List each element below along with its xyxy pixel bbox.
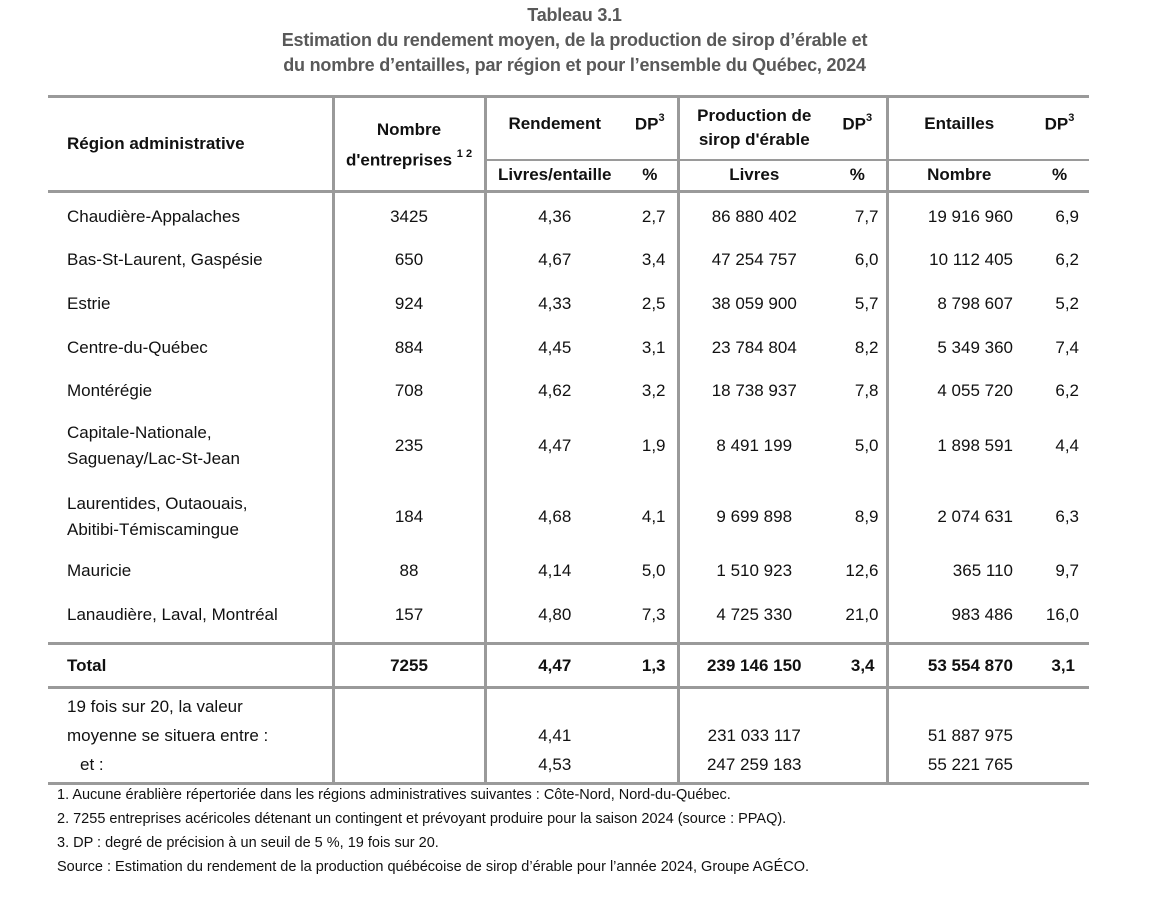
interval-label [48,688,333,784]
cell-dp-production: 21,0 [845,604,879,624]
table-row [48,282,1089,326]
region-name-line: Capitale-Nationale, [67,422,212,442]
interval-production-low: 231 033 117 [707,726,801,745]
cell-dp-production: 8,9 [854,506,879,526]
unit-dp-production: % [829,160,887,192]
region-name-line: Mauricie [67,560,132,580]
data-table [48,95,1089,785]
cell-dp-entailles: 6,2 [1055,249,1079,269]
cell-rendement: 4,45 [485,326,623,370]
cell-production: 38 059 900 [678,282,829,326]
region-name-line: Saguenay/Lac-St-Jean [67,448,240,468]
region-name [48,282,333,326]
interval-label-line-1: 19 fois sur 20, la valeur [67,697,243,716]
cell-production: 86 880 402 [678,192,829,238]
total-dp-production: 3,4 [829,644,887,688]
cell-production: 4 725 330 [678,588,829,644]
region-name-line: Estrie [67,293,111,313]
header-dp-text: DP [634,114,659,134]
cell-rendement: 4,67 [485,238,623,282]
unit-dp-entailles: % [1030,160,1089,192]
unit-rendement: Livres/entaille [485,160,623,192]
header-production [678,97,829,160]
footnotes [57,783,809,879]
cell-dp-entailles: 4,4 [1055,435,1079,455]
header-row-1 [48,97,1089,160]
header-dp-production [829,97,887,160]
cell-entailles: 5 349 360 [887,326,1030,370]
cell-entreprises: 924 [333,282,485,326]
region-name-line: Montérégie [67,380,153,400]
cell-dp-production: 12,6 [845,560,879,580]
cell-dp-rendement: 3,4 [641,249,666,269]
cell-entreprises: 235 [333,412,485,480]
interval-label-line-3: et : [80,755,104,774]
region-name-line: Laurentides, Outaouais, [67,493,248,513]
header-entreprises [333,97,485,192]
cell-rendement: 4,47 [485,412,623,480]
table-row [48,588,1089,644]
interval-rendement-low: 4,41 [538,726,572,745]
region-name-line: Chaudière-Appalaches [67,207,240,227]
interval-production-high: 247 259 183 [706,755,802,774]
cell-dp-rendement: 7,3 [641,604,666,624]
table-number: Tableau 3.1 [527,5,622,25]
cell-production: 47 254 757 [678,238,829,282]
interval-entailles [887,688,1030,784]
cell-entreprises: 884 [333,326,485,370]
cell-entailles: 8 798 607 [887,282,1030,326]
cell-dp-entailles: 6,2 [1055,380,1079,400]
header-dp-rendement [623,97,678,160]
region-name [48,480,333,554]
cell-entreprises: 157 [333,588,485,644]
cell-entreprises: 184 [333,480,485,554]
header-dp-text: DP [842,114,866,134]
source-note: Source : Estimation du rendement de la production québécoise de sirop d’érable pour l’année 2024, Groupe AGÉCO. [57,859,810,875]
footnote-ref-3: 3 [1068,111,1075,124]
table-row [48,326,1089,370]
header-rendement: Rendement [485,97,623,160]
cell-dp-rendement: 4,1 [641,506,666,526]
table-row [48,480,1089,554]
cell-dp-rendement: 2,7 [641,207,666,227]
cell-dp-entailles: 5,2 [1055,293,1079,313]
region-name-line: Abitibi-Témiscamingue [67,519,239,539]
cell-dp-rendement: 1,9 [641,435,666,455]
cell-dp-production: 7,8 [854,380,879,400]
footnote-1: 1. Aucune érablière répertoriée dans les régions administratives suivantes : Côte-Nord, Nord-du-Québec. [57,787,731,803]
cell-entailles: 2 074 631 [887,480,1030,554]
header-entreprises-text: d'entreprises [345,150,453,170]
interval-production [678,688,829,784]
region-name [48,412,333,480]
cell-dp-entailles: 7,4 [1055,337,1079,357]
table-row [48,554,1089,588]
footnote-ref-1-2: 1 2 [456,147,473,160]
cell-rendement: 4,80 [485,588,623,644]
interval-rendement [485,688,623,784]
total-dp-entailles: 3,1 [1030,644,1089,688]
cell-entailles: 365 110 [887,554,1030,588]
cell-rendement: 4,33 [485,282,623,326]
cell-entailles: 1 898 591 [887,412,1030,480]
header-production-line-2: sirop d'érable [698,130,810,150]
table-row [48,238,1089,282]
region-name-line: Bas-St-Laurent, Gaspésie [67,249,263,269]
cell-production: 9 699 898 [678,480,829,554]
region-name-line: Lanaudière, Laval, Montréal [67,604,278,624]
total-rendement: 4,47 [485,644,623,688]
region-name [48,554,333,588]
header-entreprises-line-2 [335,143,484,174]
cell-production: 23 784 804 [678,326,829,370]
cell-rendement: 4,62 [485,370,623,412]
header-production-line-1: Production de [697,106,812,126]
cell-entailles: 19 916 960 [887,192,1030,238]
cell-entailles: 983 486 [887,588,1030,644]
interval-dp-empty [1030,688,1089,784]
cell-rendement: 4,36 [485,192,623,238]
cell-entreprises: 88 [333,554,485,588]
table-caption-line-1: Estimation du rendement moyen, de la production de sirop d’érable et [281,30,868,50]
region-name [48,326,333,370]
table-row [48,370,1089,412]
interval-label-line-2: moyenne se situera entre : [67,726,269,745]
cell-entreprises: 3425 [333,192,485,238]
footnote-ref-3: 3 [658,111,665,124]
cell-production: 8 491 199 [678,412,829,480]
interval-rendement-high: 4,53 [538,755,572,774]
cell-dp-production: 6,0 [854,249,879,269]
cell-entailles: 10 112 405 [887,238,1030,282]
cell-dp-entailles: 16,0 [1045,604,1079,624]
total-production: 239 146 150 [678,644,829,688]
cell-rendement: 4,14 [485,554,623,588]
cell-dp-rendement: 2,5 [641,293,666,313]
region-name [48,192,333,238]
interval-entailles-low: 51 887 975 [927,726,1013,745]
unit-entailles: Nombre [887,160,1030,192]
cell-dp-production: 5,7 [854,293,879,313]
interval-entailles-high: 55 221 765 [927,755,1013,774]
unit-production: Livres [678,160,829,192]
cell-rendement: 4,68 [485,480,623,554]
interval-dp-empty [829,688,887,784]
cell-dp-production: 7,7 [854,207,879,227]
footnote-ref-3: 3 [866,111,873,124]
header-dp-entailles [1030,97,1089,160]
region-name-line: Centre-du-Québec [67,337,208,357]
unit-dp-rendement: % [623,160,678,192]
cell-dp-entailles: 6,9 [1055,207,1079,227]
region-name [48,238,333,282]
footnote-2: 2. 7255 entreprises acéricoles détenant un contingent et prévoyant produire pour la saison 2024 (source : PPAQ). [57,811,787,827]
cell-entailles: 4 055 720 [887,370,1030,412]
cell-entreprises: 650 [333,238,485,282]
table-title [0,2,1149,78]
cell-dp-rendement: 5,0 [641,560,666,580]
interval-entreprises-empty [333,688,485,784]
total-label: Total [48,644,333,688]
footnote-3: 3. DP : degré de précision à un seuil de 5 %, 19 fois sur 20. [57,835,439,851]
total-entailles: 53 554 870 [887,644,1030,688]
interval-row [48,688,1089,784]
interval-dp-empty [623,688,678,784]
total-dp-rendement: 1,3 [623,644,678,688]
total-entreprises: 7255 [333,644,485,688]
cell-dp-rendement: 3,1 [641,337,666,357]
cell-dp-production: 5,0 [854,435,879,455]
cell-dp-entailles: 6,3 [1055,506,1079,526]
table-caption-line-2: du nombre d’entailles, par région et pour l’ensemble du Québec, 2024 [283,55,866,75]
table-row [48,412,1089,480]
header-entreprises-line-1: Nombre [376,119,442,139]
cell-production: 18 738 937 [678,370,829,412]
total-row [48,644,1089,688]
cell-dp-entailles: 9,7 [1055,560,1079,580]
table-row [48,192,1089,238]
cell-dp-production: 8,2 [854,337,879,357]
header-entailles: Entailles [887,97,1030,160]
cell-entreprises: 708 [333,370,485,412]
cell-dp-rendement: 3,2 [641,380,666,400]
region-name [48,370,333,412]
header-dp-text: DP [1044,114,1069,134]
cell-production: 1 510 923 [678,554,829,588]
region-name [48,588,333,644]
header-region: Région administrative [48,97,333,192]
